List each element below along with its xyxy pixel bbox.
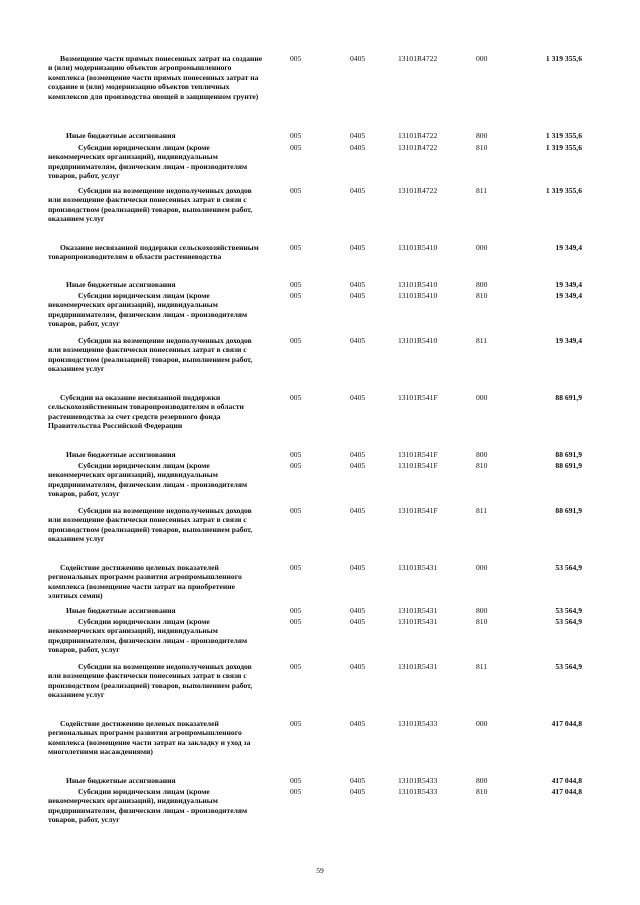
section-code: 0405 — [350, 450, 366, 459]
row-name: Возмещение части прямых понесенных затрат на создание и (или) модернизацию объектов агропромышленного комплекса (возмещение части прямых понесенных затрат на создание и (или) модернизацию объектов тепличных комплексов для производства овощей в защищенном грунте) — [48, 54, 263, 101]
ministry-code: 005 — [290, 131, 302, 140]
expense-kind-code: 800 — [476, 450, 488, 459]
ministry-code: 005 — [290, 617, 302, 626]
section-code: 0405 — [350, 719, 366, 728]
expense-kind-code: 811 — [476, 506, 488, 515]
target-article-code: 13101R5433 — [398, 776, 438, 785]
ministry-code: 005 — [290, 143, 302, 152]
expense-kind-code: 800 — [476, 776, 488, 785]
section-code: 0405 — [350, 393, 366, 402]
expense-kind-code: 000 — [476, 243, 488, 252]
row-name: Субсидии на возмещение недополученных доходов или возмещение фактически понесенных затрат в связи с производством (реализацией) товаров, выполнением работ, оказанием услуг — [48, 186, 253, 224]
target-article-code: 13101R5410 — [398, 280, 438, 289]
row-name: Субсидии на оказание несвязанной поддержки сельскохозяйственным товаропроизводителям в области растениеводства за счет средств резервного фонда Правительства Российской Федерации — [48, 393, 244, 431]
expense-kind-code: 000 — [476, 719, 488, 728]
target-article-code: 13101R4722 — [398, 131, 438, 140]
ministry-code: 005 — [290, 776, 302, 785]
target-article-code: 13101R5433 — [398, 719, 438, 728]
section-code: 0405 — [350, 617, 366, 626]
ministry-code: 005 — [290, 787, 302, 796]
section-code: 0405 — [350, 243, 366, 252]
amount-value: 1 319 355,6 — [545, 186, 582, 195]
row-name: Иные бюджетные ассигнования — [66, 280, 176, 289]
amount-value: 1 319 355,6 — [545, 143, 582, 152]
section-code: 0405 — [350, 506, 366, 515]
expense-kind-code: 811 — [476, 186, 488, 195]
amount-value: 88 691,9 — [555, 506, 582, 515]
expense-kind-code: 810 — [476, 461, 488, 470]
ministry-code: 005 — [290, 243, 302, 252]
amount-value: 53 564,9 — [555, 563, 582, 572]
section-code: 0405 — [350, 131, 366, 140]
section-code: 0405 — [350, 143, 366, 152]
section-code: 0405 — [350, 291, 366, 300]
expense-kind-code: 810 — [476, 617, 488, 626]
amount-value: 53 564,9 — [555, 662, 582, 671]
ministry-code: 005 — [290, 291, 302, 300]
target-article-code: 13101R5431 — [398, 617, 438, 626]
amount-value: 417 044,8 — [551, 787, 582, 796]
row-name: Субсидии на возмещение недополученных доходов или возмещение фактически понесенных затрат в связи с производством (реализацией) товаров, выполнением работ, оказанием услуг — [48, 336, 253, 374]
ministry-code: 005 — [290, 450, 302, 459]
expense-kind-code: 810 — [476, 787, 488, 796]
target-article-code: 13101R541F — [398, 393, 438, 402]
amount-value: 417 044,8 — [551, 776, 582, 785]
amount-value: 88 691,9 — [555, 450, 582, 459]
amount-value: 19 349,4 — [555, 291, 582, 300]
target-article-code: 13101R4722 — [398, 186, 438, 195]
ministry-code: 005 — [290, 606, 302, 615]
amount-value: 1 319 355,6 — [545, 54, 582, 63]
expense-kind-code: 800 — [476, 606, 488, 615]
ministry-code: 005 — [290, 186, 302, 195]
expense-kind-code: 810 — [476, 143, 488, 152]
amount-value: 53 564,9 — [555, 617, 582, 626]
section-code: 0405 — [350, 336, 366, 345]
target-article-code: 13101R541F — [398, 506, 438, 515]
ministry-code: 005 — [290, 393, 302, 402]
ministry-code: 005 — [290, 461, 302, 470]
target-article-code: 13101R541F — [398, 450, 438, 459]
section-code: 0405 — [350, 54, 366, 63]
expense-kind-code: 800 — [476, 131, 488, 140]
expense-kind-code: 811 — [476, 662, 488, 671]
section-code: 0405 — [350, 280, 366, 289]
row-name: Субсидии юридическим лицам (кроме некоммерческих организаций), индивидуальным предпринимателям, физическим лицам - производителям товаров, работ, услуг — [48, 291, 248, 329]
ministry-code: 005 — [290, 563, 302, 572]
target-article-code: 13101R5433 — [398, 787, 438, 796]
row-name: Субсидии юридическим лицам (кроме некоммерческих организаций), индивидуальным предпринимателям, физическим лицам - производителям товаров, работ, услуг — [48, 787, 248, 825]
amount-value: 19 349,4 — [555, 280, 582, 289]
section-code: 0405 — [350, 776, 366, 785]
page-number: 59 — [316, 866, 324, 875]
row-name: Субсидии на возмещение недополученных доходов или возмещение фактически понесенных затрат в связи с производством (реализацией) товаров, выполнением работ, оказанием услуг — [48, 662, 253, 700]
target-article-code: 13101R5410 — [398, 243, 438, 252]
target-article-code: 13101R4722 — [398, 143, 438, 152]
target-article-code: 13101R5431 — [398, 563, 438, 572]
ministry-code: 005 — [290, 662, 302, 671]
expense-kind-code: 811 — [476, 336, 488, 345]
ministry-code: 005 — [290, 506, 302, 515]
row-name: Иные бюджетные ассигнования — [66, 606, 176, 615]
section-code: 0405 — [350, 606, 366, 615]
amount-value: 19 349,4 — [555, 243, 582, 252]
amount-value: 1 319 355,6 — [545, 131, 582, 140]
expense-kind-code: 000 — [476, 563, 488, 572]
target-article-code: 13101R5431 — [398, 606, 438, 615]
row-name: Иные бюджетные ассигнования — [66, 131, 176, 140]
row-name: Иные бюджетные ассигнования — [66, 776, 176, 785]
target-article-code: 13101R5410 — [398, 291, 438, 300]
section-code: 0405 — [350, 186, 366, 195]
section-code: 0405 — [350, 662, 366, 671]
section-code: 0405 — [350, 787, 366, 796]
expense-kind-code: 000 — [476, 54, 488, 63]
amount-value: 417 044,8 — [551, 719, 582, 728]
target-article-code: 13101R541F — [398, 461, 438, 470]
target-article-code: 13101R5431 — [398, 662, 438, 671]
section-code: 0405 — [350, 563, 366, 572]
row-name: Оказание несвязанной поддержки сельскохозяйственным товаропроизводителям в области растениеводства — [48, 243, 259, 262]
ministry-code: 005 — [290, 54, 302, 63]
amount-value: 88 691,9 — [555, 393, 582, 402]
ministry-code: 005 — [290, 336, 302, 345]
target-article-code: 13101R5410 — [398, 336, 438, 345]
amount-value: 19 349,4 — [555, 336, 582, 345]
ministry-code: 005 — [290, 280, 302, 289]
row-name: Иные бюджетные ассигнования — [66, 450, 176, 459]
target-article-code: 13101R4722 — [398, 54, 438, 63]
row-name: Субсидии юридическим лицам (кроме некоммерческих организаций), индивидуальным предпринимателям, физическим лицам - производителям товаров, работ, услуг — [48, 143, 248, 181]
row-name: Субсидии юридическим лицам (кроме некоммерческих организаций), индивидуальным предпринимателям, физическим лицам - производителям товаров, работ, услуг — [48, 617, 248, 655]
row-name: Субсидии на возмещение недополученных доходов или возмещение фактически понесенных затрат в связи с производством (реализацией) товаров, выполнением работ, оказанием услуг — [48, 506, 253, 544]
row-name: Содействие достижению целевых показателей региональных программ развития агропромышленного комплекса (возмещение части затрат на закладку и уход за многолетними насаждениями) — [48, 719, 251, 757]
expense-kind-code: 000 — [476, 393, 488, 402]
expense-kind-code: 810 — [476, 291, 488, 300]
expense-kind-code: 800 — [476, 280, 488, 289]
amount-value: 53 564,9 — [555, 606, 582, 615]
ministry-code: 005 — [290, 719, 302, 728]
row-name: Субсидии юридическим лицам (кроме некоммерческих организаций), индивидуальным предпринимателям, физическим лицам - производителям товаров, работ, услуг — [48, 461, 248, 499]
row-name: Содействие достижению целевых показателей региональных программ развития агропромышленного комплекса (возмещение части затрат на приобретение элитных семян) — [48, 563, 242, 601]
section-code: 0405 — [350, 461, 366, 470]
amount-value: 88 691,9 — [555, 461, 582, 470]
